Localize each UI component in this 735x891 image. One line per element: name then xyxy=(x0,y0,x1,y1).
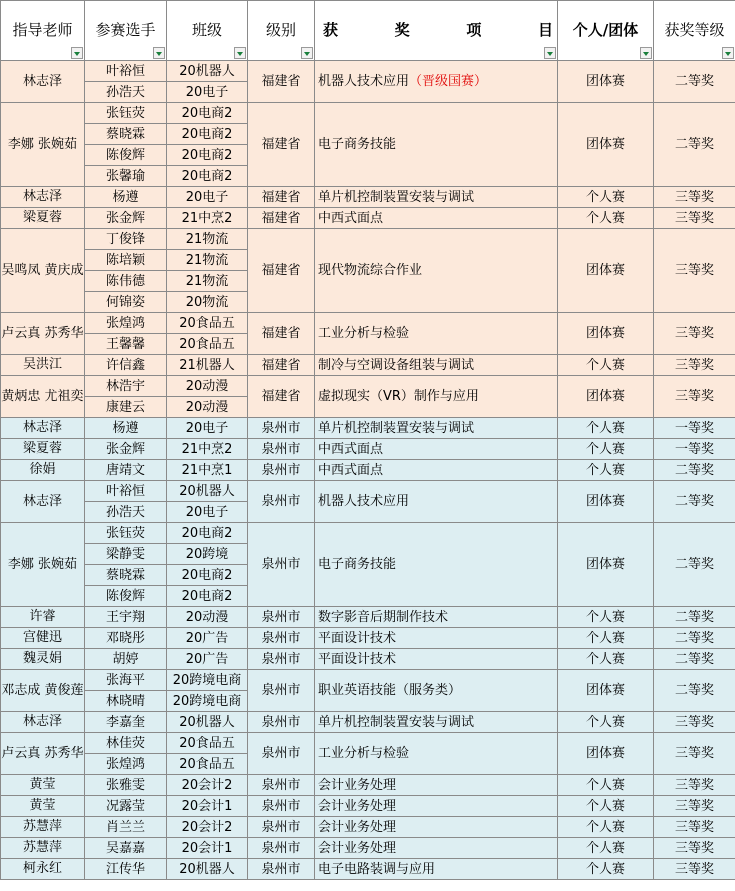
student-cell[interactable]: 孙浩天 xyxy=(85,502,167,523)
class-cell[interactable]: 20会计2 xyxy=(167,775,248,796)
level-cell[interactable]: 泉州市 xyxy=(248,649,315,670)
project-name: 电子商务技能 xyxy=(318,137,397,152)
class-cell[interactable]: 20物流 xyxy=(167,292,248,313)
level-cell[interactable]: 福建省 xyxy=(248,355,315,376)
level-cell[interactable]: 福建省 xyxy=(248,208,315,229)
teacher-cell[interactable]: 林志泽 xyxy=(1,418,85,439)
class-cell[interactable]: 21物流 xyxy=(167,229,248,250)
project-cell[interactable] xyxy=(315,355,558,376)
type-cell[interactable]: 个人赛 xyxy=(558,796,654,817)
teacher-cell[interactable]: 林志泽 xyxy=(1,481,85,523)
level-cell[interactable]: 泉州市 xyxy=(248,481,315,523)
award-cell[interactable]: 二等奖 xyxy=(654,103,735,187)
level-cell[interactable]: 泉州市 xyxy=(248,838,315,859)
class-cell[interactable]: 20电商2 xyxy=(167,166,248,187)
student-cell[interactable]: 张金辉 xyxy=(85,439,167,460)
award-cell[interactable]: 三等奖 xyxy=(654,838,735,859)
teacher-cell[interactable]: 苏慧萍 xyxy=(1,838,85,859)
project-name: 单片机控制装置安装与调试 xyxy=(318,420,475,436)
project-name: 机器人技术应用 xyxy=(318,494,410,509)
project-cell[interactable] xyxy=(315,418,558,439)
project-cell[interactable] xyxy=(315,187,558,208)
type-cell[interactable]: 个人赛 xyxy=(558,859,654,880)
student-cell[interactable]: 陈俊辉 xyxy=(85,586,167,607)
project-name: 平面设计技术 xyxy=(318,651,397,667)
class-cell[interactable]: 20电子 xyxy=(167,502,248,523)
project-cell[interactable] xyxy=(315,649,558,670)
teacher-cell[interactable]: 吴鸣凤 黄庆成 xyxy=(1,229,85,313)
class-cell[interactable]: 20食品五 xyxy=(167,334,248,355)
table-row xyxy=(1,418,735,439)
type-cell[interactable]: 个人赛 xyxy=(558,187,654,208)
student-cell[interactable]: 叶裕恒 xyxy=(85,481,167,502)
level-cell[interactable]: 泉州市 xyxy=(248,775,315,796)
project-cell[interactable] xyxy=(315,733,558,775)
project-name: 中西式面点 xyxy=(318,441,384,457)
student-cell[interactable]: 张海平 xyxy=(85,670,167,691)
teacher-cell[interactable]: 梁夏蓉 xyxy=(1,439,85,460)
class-cell[interactable]: 20机器人 xyxy=(167,712,248,733)
project-cell[interactable] xyxy=(315,712,558,733)
project-name: 中西式面点 xyxy=(318,210,384,226)
project-cell[interactable] xyxy=(315,61,558,103)
table-row xyxy=(1,607,735,628)
project-cell[interactable] xyxy=(315,103,558,187)
type-cell[interactable]: 个人赛 xyxy=(558,775,654,796)
student-cell[interactable]: 况露莹 xyxy=(85,796,167,817)
type-cell[interactable]: 个人赛 xyxy=(558,607,654,628)
award-cell[interactable]: 三等奖 xyxy=(654,376,735,418)
student-cell[interactable]: 江传华 xyxy=(85,859,167,880)
table-row xyxy=(1,649,735,670)
award-cell[interactable]: 三等奖 xyxy=(654,733,735,775)
level-cell[interactable]: 泉州市 xyxy=(248,460,315,481)
teacher-cell[interactable]: 徐娟 xyxy=(1,460,85,481)
award-cell[interactable]: 二等奖 xyxy=(654,523,735,607)
project-cell[interactable] xyxy=(315,376,558,418)
table-row xyxy=(1,208,735,229)
award-cell[interactable]: 三等奖 xyxy=(654,229,735,313)
project-cell[interactable] xyxy=(315,838,558,859)
teacher-cell[interactable]: 邓志成 黄俊莲 xyxy=(1,670,85,712)
student-cell[interactable]: 王馨馨 xyxy=(85,334,167,355)
class-cell[interactable]: 20跨境 xyxy=(167,544,248,565)
table-row xyxy=(1,439,735,460)
award-cell[interactable]: 二等奖 xyxy=(654,607,735,628)
teacher-cell[interactable]: 梁夏蓉 xyxy=(1,208,85,229)
project-name: 电子商务技能 xyxy=(318,557,397,572)
student-cell[interactable]: 叶裕恒 xyxy=(85,61,167,82)
student-cell[interactable]: 陈俊辉 xyxy=(85,145,167,166)
filter-dropdown-icon[interactable] xyxy=(153,47,165,59)
student-cell[interactable]: 吴嘉嘉 xyxy=(85,838,167,859)
project-cell[interactable] xyxy=(315,229,558,313)
type-cell[interactable]: 个人赛 xyxy=(558,628,654,649)
student-cell[interactable]: 陈培颖 xyxy=(85,250,167,271)
student-cell[interactable]: 唐靖文 xyxy=(85,460,167,481)
student-cell[interactable]: 张钰荧 xyxy=(85,103,167,124)
project-name: 工业分析与检验 xyxy=(318,746,410,761)
award-cell[interactable]: 二等奖 xyxy=(654,670,735,712)
filter-dropdown-icon[interactable] xyxy=(71,47,83,59)
header-teacher-label: 指导老师 xyxy=(12,21,73,39)
teacher-cell[interactable]: 宫健迅 xyxy=(1,628,85,649)
project-name: 制冷与空调设备组装与调试 xyxy=(318,357,475,373)
table-row xyxy=(1,796,735,817)
student-cell[interactable]: 林晓晴 xyxy=(85,691,167,712)
table-row xyxy=(1,523,735,544)
award-cell[interactable]: 一等奖 xyxy=(654,418,735,439)
filter-dropdown-icon[interactable] xyxy=(234,47,246,59)
teacher-cell[interactable]: 柯永红 xyxy=(1,859,85,880)
class-cell[interactable]: 21机器人 xyxy=(167,355,248,376)
project-cell[interactable] xyxy=(315,796,558,817)
filter-dropdown-icon[interactable] xyxy=(722,47,734,59)
level-cell[interactable]: 泉州市 xyxy=(248,712,315,733)
award-cell[interactable]: 二等奖 xyxy=(654,61,735,103)
student-cell[interactable]: 林浩宇 xyxy=(85,376,167,397)
project-name: 平面设计技术 xyxy=(318,630,397,646)
header-class-label: 班级 xyxy=(191,21,222,39)
teacher-cell[interactable]: 李娜 张婉茹 xyxy=(1,103,85,187)
type-cell[interactable]: 团体赛 xyxy=(558,670,654,712)
level-cell[interactable]: 泉州市 xyxy=(248,628,315,649)
filter-dropdown-icon[interactable] xyxy=(640,47,652,59)
level-cell[interactable]: 泉州市 xyxy=(248,859,315,880)
level-cell[interactable]: 福建省 xyxy=(248,187,315,208)
project-cell[interactable] xyxy=(315,628,558,649)
type-cell[interactable]: 个人赛 xyxy=(558,208,654,229)
student-cell[interactable]: 张馨瑜 xyxy=(85,166,167,187)
level-cell[interactable]: 泉州市 xyxy=(248,418,315,439)
table-row xyxy=(1,775,735,796)
class-cell[interactable]: 20机器人 xyxy=(167,859,248,880)
class-cell[interactable]: 20动漫 xyxy=(167,397,248,418)
level-cell[interactable]: 泉州市 xyxy=(248,439,315,460)
type-cell[interactable]: 团体赛 xyxy=(558,229,654,313)
project-cell[interactable] xyxy=(315,775,558,796)
student-cell[interactable]: 林佳荧 xyxy=(85,733,167,754)
national-advance-note: （晋级国赛） xyxy=(409,74,488,89)
header-award-label: 获奖等级 xyxy=(664,21,725,39)
project-name: 工业分析与检验 xyxy=(318,326,410,341)
level-cell[interactable]: 泉州市 xyxy=(248,796,315,817)
project-name: 中西式面点 xyxy=(318,462,384,478)
type-cell[interactable]: 团体赛 xyxy=(558,523,654,607)
teacher-cell[interactable]: 林志泽 xyxy=(1,61,85,103)
teacher-cell[interactable]: 魏灵娟 xyxy=(1,649,85,670)
class-cell[interactable]: 20电商2 xyxy=(167,103,248,124)
header-student xyxy=(85,1,167,61)
teacher-cell[interactable]: 李娜 张婉茹 xyxy=(1,523,85,607)
type-cell[interactable]: 团体赛 xyxy=(558,61,654,103)
project-name: 单片机控制装置安装与调试 xyxy=(318,714,475,730)
student-cell[interactable]: 张煌鸿 xyxy=(85,754,167,775)
class-cell[interactable]: 20电子 xyxy=(167,418,248,439)
class-cell[interactable]: 20跨境电商 xyxy=(167,691,248,712)
table-row xyxy=(1,817,735,838)
type-cell[interactable]: 个人赛 xyxy=(558,712,654,733)
project-name: 会计业务处理 xyxy=(318,798,397,814)
teacher-cell[interactable]: 苏慧萍 xyxy=(1,817,85,838)
class-cell[interactable]: 20会计1 xyxy=(167,796,248,817)
student-cell[interactable]: 梁静雯 xyxy=(85,544,167,565)
class-cell[interactable]: 21物流 xyxy=(167,271,248,292)
header-award xyxy=(654,1,735,61)
level-cell[interactable]: 泉州市 xyxy=(248,733,315,775)
header-teacher xyxy=(1,1,85,61)
table-body xyxy=(1,61,735,880)
class-cell[interactable]: 20食品五 xyxy=(167,313,248,334)
header-project xyxy=(315,1,558,61)
project-name: 现代物流综合作业 xyxy=(318,263,423,278)
level-cell[interactable]: 泉州市 xyxy=(248,670,315,712)
student-cell[interactable]: 张钰荧 xyxy=(85,523,167,544)
type-cell[interactable]: 团体赛 xyxy=(558,376,654,418)
teacher-cell[interactable]: 林志泽 xyxy=(1,712,85,733)
header-level-label: 级别 xyxy=(265,21,296,39)
type-cell[interactable]: 团体赛 xyxy=(558,481,654,523)
level-cell[interactable]: 福建省 xyxy=(248,103,315,187)
class-cell[interactable]: 20电商2 xyxy=(167,586,248,607)
project-cell[interactable] xyxy=(315,460,558,481)
project-cell[interactable] xyxy=(315,313,558,355)
student-cell[interactable]: 丁俊锋 xyxy=(85,229,167,250)
level-cell[interactable]: 福建省 xyxy=(248,61,315,103)
class-cell[interactable]: 20动漫 xyxy=(167,376,248,397)
project-cell[interactable] xyxy=(315,859,558,880)
table-row xyxy=(1,859,735,880)
type-cell[interactable]: 个人赛 xyxy=(558,838,654,859)
project-name: 电子电路装调与应用 xyxy=(318,861,436,877)
project-name: 会计业务处理 xyxy=(318,777,397,793)
project-name: 职业英语技能（服务类） xyxy=(318,683,462,698)
student-cell[interactable]: 陈伟德 xyxy=(85,271,167,292)
award-cell[interactable]: 二等奖 xyxy=(654,481,735,523)
student-cell[interactable]: 张金辉 xyxy=(85,208,167,229)
teacher-cell[interactable]: 卢云真 苏秀华 xyxy=(1,313,85,355)
project-name: 机器人技术应用 xyxy=(318,74,410,89)
class-cell[interactable]: 20电商2 xyxy=(167,565,248,586)
teacher-cell[interactable]: 许睿 xyxy=(1,607,85,628)
table-row xyxy=(1,313,735,334)
level-cell[interactable]: 福建省 xyxy=(248,313,315,355)
project-cell[interactable] xyxy=(315,208,558,229)
award-cell[interactable]: 三等奖 xyxy=(654,187,735,208)
table-row xyxy=(1,61,735,82)
type-cell[interactable]: 团体赛 xyxy=(558,313,654,355)
class-cell[interactable]: 20电子 xyxy=(167,187,248,208)
teacher-cell[interactable]: 黄炳忠 尤祖奕 xyxy=(1,376,85,418)
student-cell[interactable]: 张雅雯 xyxy=(85,775,167,796)
table-row xyxy=(1,838,735,859)
class-cell[interactable]: 20跨境电商 xyxy=(167,670,248,691)
project-cell[interactable] xyxy=(315,817,558,838)
teacher-cell[interactable]: 黄莹 xyxy=(1,775,85,796)
header-student-label: 参赛选手 xyxy=(95,21,156,39)
table-header xyxy=(1,1,735,61)
teacher-cell[interactable]: 林志泽 xyxy=(1,187,85,208)
class-cell[interactable]: 20电子 xyxy=(167,82,248,103)
student-cell[interactable]: 蔡晓霖 xyxy=(85,565,167,586)
table-row xyxy=(1,670,735,691)
class-cell[interactable]: 20广告 xyxy=(167,628,248,649)
award-cell[interactable]: 二等奖 xyxy=(654,649,735,670)
student-cell[interactable]: 孙浩天 xyxy=(85,82,167,103)
student-cell[interactable]: 胡婷 xyxy=(85,649,167,670)
student-cell[interactable]: 杨遵 xyxy=(85,187,167,208)
project-name: 会计业务处理 xyxy=(318,840,397,856)
class-cell[interactable]: 20广告 xyxy=(167,649,248,670)
award-cell[interactable]: 一等奖 xyxy=(654,439,735,460)
project-name: 数字影音后期制作技术 xyxy=(318,609,449,625)
level-cell[interactable]: 泉州市 xyxy=(248,523,315,607)
award-cell[interactable]: 三等奖 xyxy=(654,796,735,817)
type-cell[interactable]: 团体赛 xyxy=(558,103,654,187)
filter-dropdown-icon[interactable] xyxy=(544,47,556,59)
student-cell[interactable]: 王宇翔 xyxy=(85,607,167,628)
class-cell[interactable]: 20食品五 xyxy=(167,733,248,754)
project-name: 单片机控制装置安装与调试 xyxy=(318,189,475,205)
award-cell[interactable]: 三等奖 xyxy=(654,208,735,229)
student-cell[interactable]: 蔡晓霖 xyxy=(85,124,167,145)
table-row xyxy=(1,187,735,208)
student-cell[interactable]: 邓晓彤 xyxy=(85,628,167,649)
class-cell[interactable]: 20电商2 xyxy=(167,145,248,166)
award-cell[interactable]: 三等奖 xyxy=(654,355,735,376)
award-cell[interactable]: 二等奖 xyxy=(654,628,735,649)
student-cell[interactable]: 李嘉奎 xyxy=(85,712,167,733)
award-cell[interactable]: 三等奖 xyxy=(654,313,735,355)
table-row xyxy=(1,481,735,502)
class-cell[interactable]: 20会计1 xyxy=(167,838,248,859)
class-cell[interactable]: 20电商2 xyxy=(167,124,248,145)
table-row xyxy=(1,712,735,733)
type-cell[interactable]: 个人赛 xyxy=(558,418,654,439)
class-cell[interactable]: 20电商2 xyxy=(167,523,248,544)
class-cell[interactable]: 21物流 xyxy=(167,250,248,271)
table-row xyxy=(1,628,735,649)
type-cell[interactable]: 个人赛 xyxy=(558,355,654,376)
project-cell[interactable] xyxy=(315,523,558,607)
header-project-label: 获 奖 项 目 xyxy=(323,21,553,39)
class-cell[interactable]: 21中烹2 xyxy=(167,208,248,229)
project-cell[interactable] xyxy=(315,670,558,712)
level-cell[interactable]: 福建省 xyxy=(248,229,315,313)
student-cell[interactable]: 许信鑫 xyxy=(85,355,167,376)
award-cell[interactable]: 二等奖 xyxy=(654,460,735,481)
header-type-label: 个人/团体 xyxy=(572,21,639,39)
award-cell[interactable]: 三等奖 xyxy=(654,775,735,796)
level-cell[interactable]: 泉州市 xyxy=(248,817,315,838)
teacher-cell[interactable]: 黄莹 xyxy=(1,796,85,817)
table-row xyxy=(1,376,735,397)
level-cell[interactable]: 福建省 xyxy=(248,376,315,418)
class-cell[interactable]: 20机器人 xyxy=(167,61,248,82)
type-cell[interactable]: 个人赛 xyxy=(558,649,654,670)
header-class xyxy=(167,1,248,61)
award-cell[interactable]: 三等奖 xyxy=(654,712,735,733)
table-row xyxy=(1,103,735,124)
student-cell[interactable]: 杨遵 xyxy=(85,418,167,439)
class-cell[interactable]: 20会计2 xyxy=(167,817,248,838)
table-row xyxy=(1,355,735,376)
student-cell[interactable]: 康建云 xyxy=(85,397,167,418)
class-cell[interactable]: 21中烹2 xyxy=(167,439,248,460)
student-cell[interactable]: 肖兰兰 xyxy=(85,817,167,838)
student-cell[interactable]: 何锦姿 xyxy=(85,292,167,313)
award-cell[interactable]: 三等奖 xyxy=(654,859,735,880)
project-cell[interactable] xyxy=(315,607,558,628)
student-cell[interactable]: 张煌鸿 xyxy=(85,313,167,334)
table-row xyxy=(1,229,735,250)
type-cell[interactable]: 个人赛 xyxy=(558,460,654,481)
level-cell[interactable]: 泉州市 xyxy=(248,607,315,628)
type-cell[interactable]: 团体赛 xyxy=(558,733,654,775)
project-name: 虚拟现实（VR）制作与应用 xyxy=(318,389,479,404)
header-level xyxy=(248,1,315,61)
teacher-cell[interactable]: 卢云真 苏秀华 xyxy=(1,733,85,775)
class-cell[interactable]: 21中烹1 xyxy=(167,460,248,481)
project-cell[interactable] xyxy=(315,439,558,460)
class-cell[interactable]: 20机器人 xyxy=(167,481,248,502)
type-cell[interactable]: 个人赛 xyxy=(558,439,654,460)
class-cell[interactable]: 20食品五 xyxy=(167,754,248,775)
project-name: 会计业务处理 xyxy=(318,819,397,835)
filter-dropdown-icon[interactable] xyxy=(301,47,313,59)
type-cell[interactable]: 个人赛 xyxy=(558,817,654,838)
table-row xyxy=(1,460,735,481)
award-cell[interactable]: 三等奖 xyxy=(654,817,735,838)
class-cell[interactable]: 20动漫 xyxy=(167,607,248,628)
header-type xyxy=(558,1,654,61)
project-cell[interactable] xyxy=(315,481,558,523)
teacher-cell[interactable]: 吴洪江 xyxy=(1,355,85,376)
table-row xyxy=(1,733,735,754)
